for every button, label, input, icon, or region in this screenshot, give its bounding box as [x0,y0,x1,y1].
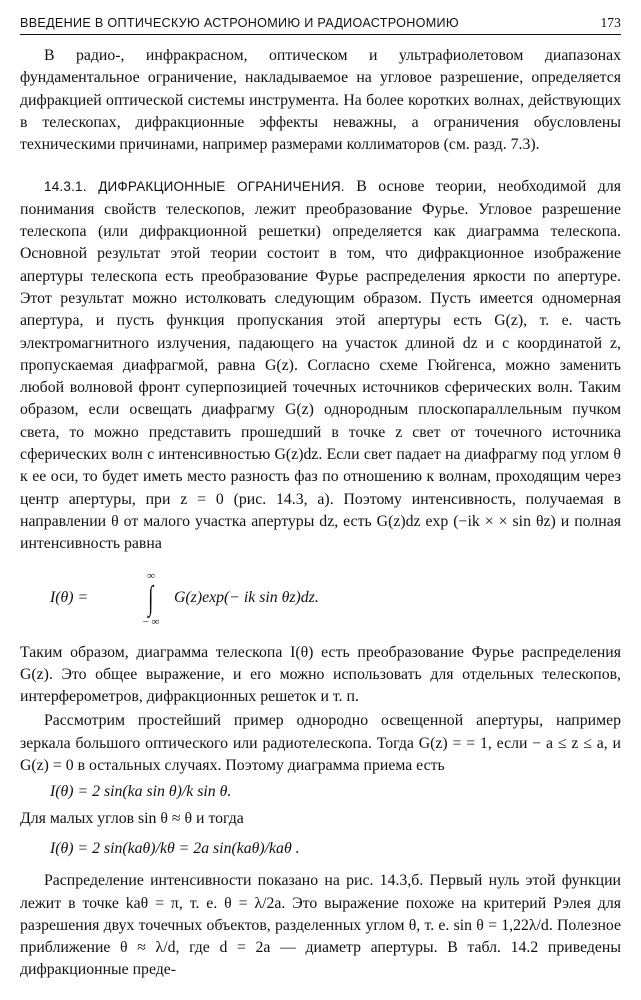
section-heading: 14.3.1. ДИФРАКЦИОННЫЕ ОГРАНИЧЕНИЯ. [44,179,345,195]
section-paragraph [20,176,621,555]
equation-1: I(θ) = 2 sin(ka sin θ)/k sin θ. [50,783,232,801]
integral-symbol [134,570,168,628]
paragraph-simple-case: Рассмотрим простейший пример однородно освещенной апертуры, например зеркала большого оптического или радиотелескопа. Тогда G(z) = = 1, если − a ≤ z ≤ a, и G(z) = 0 в остальных случаях. Поэтому диаграмма приема есть [20,712,621,775]
header-title: ВВЕДЕНИЕ В ОПТИЧЕСКУЮ АСТРОНОМИЮ И РАДИОАСТРОНОМИЮ [20,16,459,30]
paragraph-final: Распределение интенсивности показано на рис. 14.3,б. Первый нуль этой функции лежит в точке kaθ = π, т. е. θ = λ/2a. Это выражение похоже на критерий Рэлея для разрешения двух точечных объектов, разделенных углом θ, т. е. sin θ = 1,22λ/d. Полезное приближение θ ≈ λ/d, где d = 2a — диаметр апертуры. В табл. 14.2 приведены дифракционные преде- [20,872,621,979]
integral-sign: ∫ [148,579,154,617]
formula-lhs: I(θ) = [50,589,89,607]
page-number: 173 [600,15,621,30]
small-angles-line: Для малых углов sin θ ≈ θ и тогда [20,809,244,827]
running-header [20,14,621,35]
integrand: G(z)exp(− ik sin θz)dz. [174,589,319,607]
integral-upper-limit: ∞ [147,569,155,582]
intro-paragraph: В радио-, инфракрасном, оптическом и ультрафиолетовом диапазонах фундаментальное ограничение, накладываемое на угловое разрешение, определяется дифракцией оптической системы инструмента. На более коротких волнах, действующих в телескопах, дифракционные эффекты неважны, а ограничения обусловлены техническими причинами, например размерами коллиматоров (см. разд. 7.3). [20,47,621,154]
paragraph-after-integral: Таким образом, диаграмма телескопа I(θ) есть преобразование Фурье распределения G(z). Это общее выражение, и его можно использовать для отдельных телескопов, интерферометров, дифракционных решеток и т. п. [20,643,621,706]
equation-2: I(θ) = 2 sin(kaθ)/kθ = 2a sin(kaθ)/kaθ . [50,839,300,857]
integral-formula [50,562,621,636]
section-body: В основе теории, необходимой для понимания свойств телескопов, лежит преобразование Фурье. Угловое разрешение телескопа (или дифракционной решетки) определяется как диаграмма телескопа. Основной результат этой теории состоит в том, что дифракционное изображение апертуры телескопа есть преобразование Фурье распределения яркости по апертуре. Этот результат можно истолковать следующим образом. Пусть имеется одномерная апертура, и пусть функция пропускания этой апертуры есть G(z), т. е. часть электромагнитного излучения, падающего на участок длиной dz и с координатой z, пропускаемая диафрагмой, равна G(z). Согласно схеме Гюйгенса, можно заменить любой волновой фронт суперпозицией точечных источников сферических волн. Таким образом, если освещать диафрагму G(z) однородным плоскопараллельным пучком света, то можно представить прошедший в точке z свет от точечного источника сферических волн с интенсивностью G(z)dz. Если свет падает на диафрагму под углом θ к ее оси, то будет иметь место разность фаз по отношению к волнам, проходящим через центр апертуры, при z = 0 (рис. 14.3, a). Поэтому интенсивность, получаемая в направлении θ от малого участка апертуры dz, есть G(z)dz exp (−ik × × sin θz) и полная интенсивность равна [20,178,621,553]
integral-lower-limit: − ∞ [142,615,160,628]
